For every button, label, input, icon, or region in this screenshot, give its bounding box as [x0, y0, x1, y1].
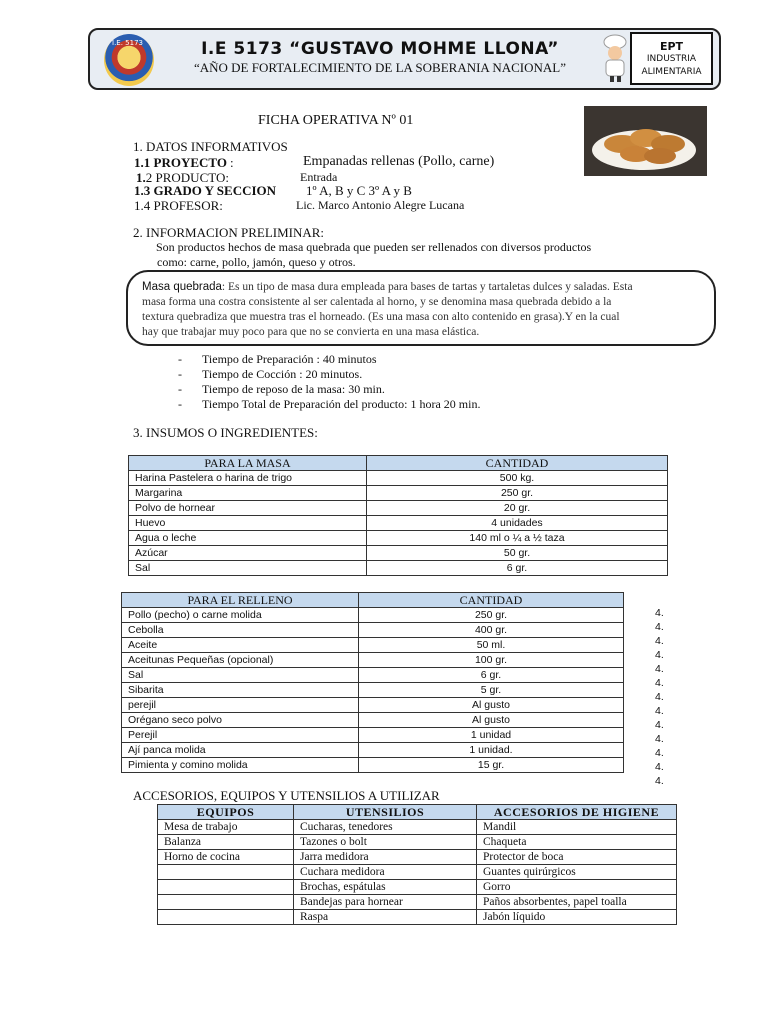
hygiene-cell: Paños absorbentes, papel toalla	[477, 895, 677, 910]
table-row	[122, 683, 624, 698]
ingredient-cell: perejil	[122, 698, 359, 713]
ingredient-cell: Aceitunas Pequeñas (opcional)	[122, 653, 359, 668]
quantity-cell: 15 gr.	[359, 758, 624, 773]
table-row	[158, 895, 677, 910]
quantity-cell: 6 gr.	[359, 668, 624, 683]
table-row	[158, 880, 677, 895]
list-marker: 4.	[655, 621, 664, 633]
equipment-cell	[158, 880, 294, 895]
empanadas-photo	[584, 106, 707, 176]
list-marker: 4.	[655, 747, 664, 759]
quantity-cell: 140 ml o ¼ a ½ taza	[367, 531, 668, 546]
filling-table	[121, 592, 624, 773]
definition-callout	[126, 270, 716, 346]
table-row	[158, 850, 677, 865]
quantity-cell: 5 gr.	[359, 683, 624, 698]
project-label: 1.1 PROYECTO	[134, 155, 227, 170]
table-row	[129, 501, 668, 516]
list-marker: 4.	[655, 677, 664, 689]
ingredient-cell: Azúcar	[129, 546, 367, 561]
equipment-header: EQUIPOS	[158, 805, 294, 820]
table-row	[158, 865, 677, 880]
table-row	[129, 546, 668, 561]
list-marker: 4.	[655, 649, 664, 661]
ept-box	[630, 32, 713, 85]
quantity-header: CANTIDAD	[367, 456, 668, 471]
logo-label: I.E. 5173	[112, 39, 143, 47]
ept-subtitle-1: INDUSTRIA	[646, 54, 697, 64]
hygiene-cell: Gorro	[477, 880, 677, 895]
hygiene-cell: Guantes quirúrgicos	[477, 865, 677, 880]
callout-term: Masa quebrada	[142, 281, 222, 293]
ingredient-cell: Ají panca molida	[122, 743, 359, 758]
utensil-cell: Raspa	[294, 910, 477, 925]
intro-line-2: como: carne, pollo, jamón, queso y otros.	[157, 255, 356, 269]
table-row	[129, 516, 668, 531]
hygiene-cell: Chaqueta	[477, 835, 677, 850]
ingredient-cell: Margarina	[129, 486, 367, 501]
equipment-cell: Balanza	[158, 835, 294, 850]
product-label-number: 1.	[136, 170, 146, 185]
quantity-cell: 6 gr.	[367, 561, 668, 576]
quantity-cell: 500 kg.	[367, 471, 668, 486]
table-row	[122, 758, 624, 773]
ingredient-cell: Huevo	[129, 516, 367, 531]
school-name: I.E 5173 “GUSTAVO MOHME LLONA”	[201, 39, 559, 59]
quantity-cell: 1 unidad	[359, 728, 624, 743]
equipment-cell	[158, 895, 294, 910]
table-header-row	[129, 456, 668, 471]
quantity-cell: 4 unidades	[367, 516, 668, 531]
sheet-title: FICHA OPERATIVA Nº 01	[258, 113, 414, 128]
table-row	[129, 531, 668, 546]
equipment-cell	[158, 865, 294, 880]
table-row	[122, 623, 624, 638]
school-logo	[104, 34, 154, 86]
utensil-cell: Brochas, espátulas	[294, 880, 477, 895]
ingredient-cell: Orégano seco polvo	[122, 713, 359, 728]
callout-line-1: : Es un tipo de masa dura empleada para bases de tartas y tartaletas dulces y saladas. Esta	[221, 281, 633, 293]
table-header-row	[122, 593, 624, 608]
time-item: - Tiempo Total de Preparación del producto: 1 hora 20 min.	[178, 397, 481, 411]
utensil-cell: Tazones o bolt	[294, 835, 477, 850]
equipment-cell	[158, 910, 294, 925]
ingredient-cell: Sal	[129, 561, 367, 576]
ingredient-cell: Pimienta y comino molida	[122, 758, 359, 773]
table-row	[158, 835, 677, 850]
table-row	[122, 668, 624, 683]
list-marker: 4.	[655, 761, 664, 773]
hygiene-cell: Mandil	[477, 820, 677, 835]
time-item-text: Tiempo de reposo de la masa: 30 min.	[202, 382, 385, 396]
utensil-cell: Cuchara medidora	[294, 865, 477, 880]
ingredient-cell: Agua o leche	[129, 531, 367, 546]
equipment-cell: Mesa de trabajo	[158, 820, 294, 835]
table-row	[122, 743, 624, 758]
teacher-label: 1.4 PROFESOR:	[134, 198, 223, 213]
list-marker: 4.	[655, 705, 664, 717]
project-value: Empanadas rellenas (Pollo, carne)	[303, 154, 495, 169]
grade-label: 1.3 GRADO Y SECCION	[134, 183, 277, 198]
equipment-table	[157, 804, 677, 925]
time-item: - Tiempo de Preparación : 40 minutos	[178, 352, 377, 366]
ingredient-cell: Pollo (pecho) o carne molida	[122, 608, 359, 623]
chef-icon	[598, 34, 632, 82]
table-row	[122, 638, 624, 653]
table-row	[158, 910, 677, 925]
section-3-heading: 3. INSUMOS O INGREDIENTES:	[133, 425, 318, 440]
section-4-heading: ACCESORIOS, EQUIPOS Y UTENSILIOS A UTILIZAR	[133, 788, 440, 803]
table-row	[122, 728, 624, 743]
callout-line-4: hay que trabajar muy poco para que no se convierta en una masa elástica.	[142, 326, 480, 338]
ept-subtitle-2: ALIMENTARIA	[641, 67, 702, 77]
quantity-header: CANTIDAD	[359, 593, 624, 608]
quantity-cell: 100 gr.	[359, 653, 624, 668]
hygiene-cell: Jabón líquido	[477, 910, 677, 925]
section-1-heading: 1. DATOS INFORMATIVOS	[133, 139, 288, 154]
quantity-cell: Al gusto	[359, 698, 624, 713]
quantity-cell: 50 gr.	[367, 546, 668, 561]
utensil-cell: Cucharas, tenedores	[294, 820, 477, 835]
quantity-cell: 250 gr.	[367, 486, 668, 501]
time-list	[178, 352, 480, 412]
table-row	[129, 486, 668, 501]
filling-header: PARA EL RELLENO	[122, 593, 359, 608]
year-motto: “AÑO DE FORTALECIMIENTO DE LA SOBERANIA NACIONAL”	[193, 60, 567, 75]
section-2-heading: 2. INFORMACION PRELIMINAR:	[133, 225, 325, 240]
ingredient-cell: Sibarita	[122, 683, 359, 698]
table-row	[158, 820, 677, 835]
list-marker: 4.	[655, 635, 664, 647]
quantity-cell: 1 unidad.	[359, 743, 624, 758]
ingredient-cell: Aceite	[122, 638, 359, 653]
utensils-header: UTENSILIOS	[294, 805, 477, 820]
table-row	[129, 561, 668, 576]
hygiene-cell: Protector de boca	[477, 850, 677, 865]
table-row	[122, 713, 624, 728]
teacher-value: Lic. Marco Antonio Alegre Lucana	[296, 198, 465, 212]
utensil-cell: Jarra medidora	[294, 850, 477, 865]
product-value: Entrada	[300, 170, 338, 184]
equipment-cell: Horno de cocina	[158, 850, 294, 865]
time-item-text: Tiempo de Preparación : 40 minutos	[202, 352, 377, 366]
time-item: - Tiempo de reposo de la masa: 30 min.	[178, 382, 385, 396]
product-label: 2 PRODUCTO:	[145, 170, 229, 185]
quantity-cell: 20 gr.	[367, 501, 668, 516]
ingredient-cell: Harina Pastelera o harina de trigo	[129, 471, 367, 486]
time-item-text: Tiempo Total de Preparación del producto: 1 hora 20 min.	[202, 397, 481, 411]
grade-value: 1º A, B y C 3º A y B	[306, 183, 412, 198]
time-item: - Tiempo de Cocción : 20 minutos.	[178, 367, 363, 381]
quantity-cell: 250 gr.	[359, 608, 624, 623]
callout-line-3: textura quebradiza que muestra tras el horneado. (Es una masa con alto contenido en grasa).Y en la cual	[142, 311, 620, 323]
table-row	[122, 653, 624, 668]
stray-list-markers	[655, 606, 664, 788]
ingredient-cell: Perejil	[122, 728, 359, 743]
table-row	[129, 471, 668, 486]
dough-header: PARA LA MASA	[129, 456, 367, 471]
ingredient-cell: Polvo de hornear	[129, 501, 367, 516]
list-marker: 4.	[655, 691, 664, 703]
dough-table	[128, 455, 668, 576]
quantity-cell: Al gusto	[359, 713, 624, 728]
list-marker: 4.	[655, 663, 664, 675]
table-header-row	[158, 805, 677, 820]
intro-line-1: Son productos hechos de masa quebrada que pueden ser rellenados con diversos productos	[156, 240, 592, 254]
project-colon: :	[230, 155, 234, 170]
utensil-cell: Bandejas para hornear	[294, 895, 477, 910]
hygiene-header: ACCESORIOS DE HIGIENE	[477, 805, 677, 820]
callout-line-2: masa forma una costra consistente al ser calentada al horno, y se denomina masa quebrada debido a la	[142, 296, 612, 308]
list-marker: 4.	[655, 775, 664, 787]
time-item-text: Tiempo de Cocción : 20 minutos.	[202, 367, 363, 381]
quantity-cell: 50 ml.	[359, 638, 624, 653]
ingredient-cell: Sal	[122, 668, 359, 683]
quantity-cell: 400 gr.	[359, 623, 624, 638]
ept-title: EPT	[659, 40, 684, 53]
table-row	[122, 698, 624, 713]
ingredient-cell: Cebolla	[122, 623, 359, 638]
list-marker: 4.	[655, 607, 664, 619]
list-marker: 4.	[655, 733, 664, 745]
table-row	[122, 608, 624, 623]
list-marker: 4.	[655, 719, 664, 731]
